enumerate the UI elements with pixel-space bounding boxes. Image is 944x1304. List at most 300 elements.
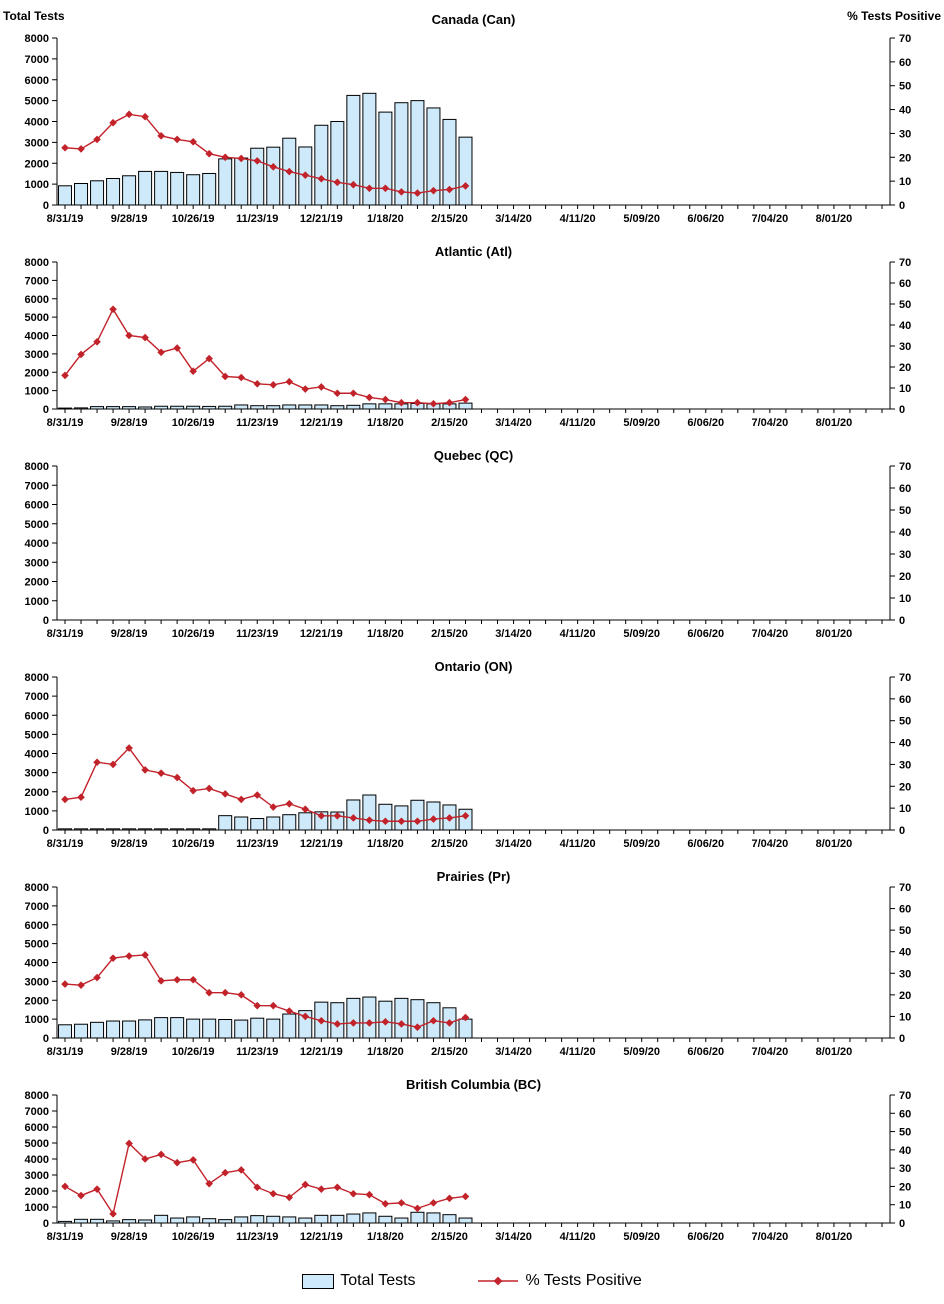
x-tick-label: 1/18/20 <box>367 628 404 640</box>
y-right-tick-label: 20 <box>899 571 912 583</box>
x-tick-label: 6/06/20 <box>687 417 725 429</box>
x-tick-label: 9/28/19 <box>110 1046 148 1058</box>
x-tick-label: 11/23/19 <box>236 628 279 640</box>
y-left-tick-label: 2000 <box>24 1186 49 1198</box>
bar <box>219 816 232 830</box>
y-left-tick-label: 1000 <box>24 385 49 398</box>
bar <box>251 148 264 205</box>
x-tick-label: 4/11/20 <box>559 628 596 640</box>
x-tick-label: 3/14/20 <box>495 1046 532 1058</box>
y-right-tick-label: 50 <box>899 299 912 311</box>
chart-canada-can <box>0 0 944 236</box>
bar <box>331 1215 344 1223</box>
diamond-marker-icon <box>350 389 358 397</box>
bar <box>75 408 88 409</box>
diamond-marker-icon <box>141 951 149 959</box>
bar <box>139 171 152 205</box>
diamond-marker-icon <box>301 805 309 813</box>
diamond-marker-icon <box>285 378 293 386</box>
bar <box>235 158 248 205</box>
y-right-tick-label: 0 <box>899 1218 906 1230</box>
x-tick-label: 4/11/20 <box>559 417 596 429</box>
x-tick-label: 2/15/20 <box>431 838 468 850</box>
bar <box>267 1019 280 1038</box>
y-left-tick-label: 8000 <box>24 257 49 269</box>
diamond-marker-icon <box>221 790 229 798</box>
x-tick-label: 12/21/19 <box>299 417 343 429</box>
x-tick-label: 5/09/20 <box>623 628 661 640</box>
diamond-marker-icon <box>93 1185 101 1193</box>
bar <box>59 829 72 830</box>
bar <box>187 406 200 409</box>
x-tick-label: 8/01/20 <box>815 838 853 850</box>
diamond-marker-icon <box>366 394 374 402</box>
x-tick-label: 7/04/20 <box>751 417 789 429</box>
x-tick-label: 9/28/19 <box>110 417 148 429</box>
y-right-tick-label: 70 <box>899 33 912 45</box>
bar <box>139 1020 152 1038</box>
x-tick-label: 12/21/19 <box>299 628 343 640</box>
y-right-tick-label: 50 <box>899 715 912 728</box>
diamond-marker-icon <box>125 952 133 960</box>
diamond-marker-icon <box>157 977 165 985</box>
x-tick-label: 7/04/20 <box>751 1046 789 1058</box>
x-tick-label: 3/14/20 <box>495 1231 532 1243</box>
x-tick-label: 1/18/20 <box>367 417 404 429</box>
x-tick-label: 11/23/19 <box>236 213 279 225</box>
diamond-marker-icon <box>157 769 165 777</box>
y-right-tick-label: 10 <box>899 1011 912 1024</box>
bar <box>363 795 376 830</box>
bar <box>123 1021 136 1038</box>
x-tick-label: 10/26/19 <box>171 838 215 850</box>
y-left-tick-label: 7000 <box>24 691 49 704</box>
x-tick-label: 9/28/19 <box>110 838 148 850</box>
bar <box>363 997 376 1038</box>
bar <box>299 1218 312 1223</box>
diamond-marker-icon <box>93 758 101 766</box>
bar <box>235 405 248 409</box>
x-tick-label: 10/26/19 <box>171 1231 215 1243</box>
bar <box>235 1020 248 1038</box>
bar <box>91 181 104 205</box>
y-right-tick-label: 30 <box>899 968 912 981</box>
legend-item-pct-positive <box>476 1273 642 1289</box>
y-left-tick-label: 5000 <box>24 1138 49 1150</box>
y-right-tick-label: 70 <box>899 1090 912 1102</box>
y-right-tick-label: 0 <box>899 1033 906 1045</box>
total-tests-bars <box>59 403 472 409</box>
bar <box>123 407 136 409</box>
x-tick-label: 5/09/20 <box>623 417 661 429</box>
x-tick-label: 12/21/19 <box>299 1231 343 1243</box>
diamond-marker-icon <box>237 796 245 804</box>
chart-prairies-pr <box>0 861 944 1069</box>
y-left-tick-label: 1000 <box>24 805 49 818</box>
x-tick-label: 6/06/20 <box>687 1231 725 1243</box>
y-left-tick-label: 0 <box>42 200 49 212</box>
chart-quebec-qc <box>0 440 944 651</box>
y-right-tick-label: 60 <box>899 56 912 69</box>
diamond-marker-icon <box>61 980 69 988</box>
y-right-tick-label: 20 <box>899 362 912 374</box>
x-tick-label: 3/14/20 <box>495 213 532 225</box>
x-tick-label: 10/26/19 <box>171 1046 215 1058</box>
y-right-tick-label: 30 <box>899 1163 912 1176</box>
chart-atlantic-atl-plot <box>0 236 944 435</box>
y-right-tick-label: 10 <box>899 1199 912 1212</box>
chart-title: British Columbia (BC) <box>405 1077 542 1092</box>
diamond-marker-icon <box>366 1191 374 1199</box>
x-tick-label: 8/31/19 <box>46 417 84 429</box>
diamond-marker-icon <box>61 1183 69 1191</box>
chart-prairies-pr-plot <box>0 861 944 1064</box>
y-right-tick-label: 70 <box>899 882 912 894</box>
y-left-tick-label: 8000 <box>24 882 49 894</box>
x-tick-label: 3/14/20 <box>495 417 532 429</box>
x-tick-label: 6/06/20 <box>687 213 725 225</box>
axes <box>52 262 895 413</box>
x-tick-label: 8/01/20 <box>815 628 853 640</box>
bar <box>107 178 120 205</box>
bar <box>155 1215 168 1223</box>
diamond-marker-icon <box>382 1200 390 1208</box>
x-tick-label: 12/21/19 <box>299 838 343 850</box>
chart-ontario-on-plot <box>0 651 944 856</box>
bar <box>219 1220 232 1223</box>
y-left-tick-label: 1000 <box>24 1202 49 1214</box>
diamond-marker-icon <box>253 380 261 388</box>
y-left-tick-label: 7000 <box>24 1106 49 1118</box>
x-tick-label: 5/09/20 <box>623 1231 661 1243</box>
diamond-marker-icon <box>237 374 245 382</box>
y-right-tick-label: 30 <box>899 759 912 772</box>
diamond-marker-icon <box>77 1192 85 1200</box>
y-left-tick-label: 2000 <box>24 995 49 1008</box>
chart-canada-can-plot <box>0 0 944 231</box>
diamond-marker-icon <box>61 796 69 804</box>
bar <box>283 405 296 409</box>
y-left-tick-label: 0 <box>42 1218 49 1230</box>
y-left-tick-label: 2000 <box>24 786 49 799</box>
x-tick-label: 8/01/20 <box>815 417 853 429</box>
bar <box>59 186 72 205</box>
y-right-tick-label: 0 <box>899 200 906 212</box>
x-tick-label: 11/23/19 <box>236 1046 279 1058</box>
y-right-tick-label: 60 <box>899 903 912 916</box>
y-left-tick-label: 6000 <box>24 710 49 723</box>
y-left-tick-label: 4000 <box>24 330 49 343</box>
bar <box>315 1215 328 1223</box>
diamond-marker-icon <box>173 136 181 144</box>
y-left-tick-label: 1000 <box>24 179 49 192</box>
bar <box>107 1021 120 1038</box>
x-tick-label: 8/01/20 <box>815 1046 853 1058</box>
bar <box>267 147 280 205</box>
axes <box>52 677 895 834</box>
y-right-tick-label: 70 <box>899 672 912 684</box>
bar <box>283 1014 296 1038</box>
bar <box>75 1219 88 1223</box>
x-tick-label: 4/11/20 <box>559 1046 596 1058</box>
x-tick-label: 7/04/20 <box>751 838 789 850</box>
bar <box>107 407 120 409</box>
bar <box>459 1019 472 1038</box>
pct-positive-line <box>65 309 465 404</box>
y-left-tick-label: 1000 <box>24 595 49 608</box>
diamond-marker-icon <box>77 981 85 989</box>
chart-title: Ontario (ON) <box>434 659 513 674</box>
y-left-tick-label: 3000 <box>24 348 49 361</box>
total-tests-bars <box>59 997 472 1038</box>
bar <box>235 1217 248 1223</box>
chart-title: Prairies (Pr) <box>436 869 511 884</box>
bar <box>347 95 360 205</box>
y-left-tick-label: 3000 <box>24 767 49 780</box>
x-tick-label: 7/04/20 <box>751 213 789 225</box>
right-axis-header: % Tests Positive <box>847 9 941 23</box>
bar <box>251 1216 264 1223</box>
y-left-tick-label: 0 <box>42 1033 49 1045</box>
bar <box>107 829 120 830</box>
y-left-tick-label: 6000 <box>24 919 49 932</box>
y-left-tick-label: 7000 <box>24 480 49 493</box>
total-tests-bars <box>59 1212 472 1223</box>
diamond-marker-icon <box>77 145 85 153</box>
y-left-tick-label: 6000 <box>24 74 49 87</box>
diamond-marker-icon <box>414 1205 422 1213</box>
diamond-marker-icon <box>301 385 309 393</box>
x-tick-label: 1/18/20 <box>367 213 404 225</box>
bar <box>59 1025 72 1038</box>
axes <box>52 466 895 624</box>
x-tick-label: 3/14/20 <box>495 628 532 640</box>
x-tick-label: 8/01/20 <box>815 1231 853 1243</box>
diamond-marker-icon <box>205 785 213 793</box>
x-tick-label: 9/28/19 <box>110 628 148 640</box>
diamond-marker-icon <box>109 305 117 313</box>
y-left-tick-label: 4000 <box>24 538 49 550</box>
x-tick-label: 2/15/20 <box>431 628 468 640</box>
y-left-tick-label: 7000 <box>24 900 49 913</box>
x-tick-label: 10/26/19 <box>171 417 215 429</box>
y-right-tick-label: 20 <box>899 152 912 165</box>
bar <box>267 406 280 409</box>
y-right-tick-label: 30 <box>899 128 912 141</box>
y-left-tick-label: 7000 <box>24 53 49 66</box>
x-tick-label: 12/21/19 <box>299 1046 343 1058</box>
x-tick-label: 9/28/19 <box>110 213 148 225</box>
x-tick-label: 8/31/19 <box>46 628 84 640</box>
bar <box>171 829 184 830</box>
y-right-tick-label: 10 <box>899 176 912 189</box>
x-tick-label: 8/31/19 <box>46 213 84 225</box>
diamond-marker-icon <box>173 976 181 984</box>
y-left-tick-label: 4000 <box>24 116 49 129</box>
diamond-marker-icon <box>61 144 69 152</box>
bar <box>155 829 168 830</box>
bar <box>251 406 264 409</box>
diamond-marker-icon <box>125 111 133 119</box>
y-right-tick-label: 20 <box>899 1181 912 1194</box>
bar <box>443 1215 456 1223</box>
bar <box>171 1018 184 1038</box>
y-left-tick-label: 3000 <box>24 976 49 989</box>
bar <box>395 1218 408 1223</box>
diamond-marker-icon <box>334 389 342 397</box>
x-tick-label: 5/09/20 <box>623 213 661 225</box>
bar <box>363 1213 376 1223</box>
diamond-marker-icon <box>77 793 85 801</box>
bar <box>155 406 168 409</box>
y-left-tick-label: 8000 <box>24 461 49 473</box>
bar <box>171 406 184 409</box>
diamond-marker-icon <box>430 1199 438 1207</box>
legend-total-tests-label: Total Tests <box>340 1272 416 1289</box>
x-tick-label: 6/06/20 <box>687 838 725 850</box>
bar <box>347 998 360 1038</box>
bar <box>187 1019 200 1038</box>
diamond-marker-icon <box>253 1002 261 1010</box>
diamond-marker-icon <box>157 1151 165 1159</box>
x-tick-label: 4/11/20 <box>559 838 596 850</box>
x-tick-label: 1/18/20 <box>367 1231 404 1243</box>
y-right-tick-label: 0 <box>899 404 906 416</box>
y-left-tick-label: 5000 <box>24 95 49 108</box>
bar <box>139 829 152 830</box>
bar <box>379 404 392 409</box>
x-tick-label: 8/01/20 <box>815 213 853 225</box>
y-right-tick-label: 0 <box>899 615 906 627</box>
diamond-marker-icon <box>269 1190 277 1198</box>
y-right-tick-label: 0 <box>899 825 906 837</box>
y-right-tick-label: 50 <box>899 925 912 938</box>
bar <box>75 829 88 830</box>
x-tick-label: 8/31/19 <box>46 1046 84 1058</box>
bar <box>155 1018 168 1038</box>
x-tick-label: 10/26/19 <box>171 213 215 225</box>
y-right-tick-label: 10 <box>899 593 912 605</box>
bar <box>203 1219 216 1223</box>
diamond-marker-icon <box>462 396 470 404</box>
bar <box>395 998 408 1038</box>
y-left-tick-label: 8000 <box>24 33 49 45</box>
bar <box>299 405 312 409</box>
bar <box>219 1020 232 1038</box>
bar <box>347 405 360 409</box>
y-right-tick-label: 40 <box>899 737 912 750</box>
y-left-tick-label: 5000 <box>24 518 49 531</box>
diamond-marker-icon <box>398 1199 406 1207</box>
chart-title: Quebec (QC) <box>433 448 514 463</box>
bar <box>91 1219 104 1223</box>
bar <box>59 408 72 409</box>
y-left-tick-label: 2000 <box>24 576 49 589</box>
chart-title: Atlantic (Atl) <box>434 244 513 259</box>
bar <box>139 1220 152 1223</box>
diamond-marker-icon <box>462 1193 470 1201</box>
bar <box>267 1216 280 1223</box>
pct-positive-line <box>65 1143 465 1213</box>
y-right-tick-label: 50 <box>899 1126 912 1139</box>
bar <box>123 1220 136 1223</box>
y-right-tick-label: 40 <box>899 1144 912 1157</box>
y-left-tick-label: 6000 <box>24 1122 49 1134</box>
pct-positive-markers <box>61 305 469 407</box>
bar <box>283 815 296 830</box>
bar <box>283 1217 296 1223</box>
y-left-tick-label: 0 <box>42 615 49 627</box>
bar <box>91 407 104 409</box>
diamond-marker-icon <box>318 383 326 391</box>
bar <box>171 1218 184 1223</box>
diamond-marker-icon <box>189 1156 197 1164</box>
y-right-tick-label: 10 <box>899 803 912 816</box>
y-left-tick-label: 7000 <box>24 275 49 288</box>
y-right-tick-label: 60 <box>899 278 912 290</box>
bar <box>411 1000 424 1038</box>
bar <box>219 159 232 205</box>
y-right-tick-label: 40 <box>899 320 912 332</box>
y-left-tick-label: 3000 <box>24 137 49 150</box>
diamond-marker-icon <box>269 381 277 389</box>
x-tick-label: 4/11/20 <box>559 213 596 225</box>
total-tests-bars <box>59 93 472 205</box>
y-right-tick-label: 30 <box>899 549 912 561</box>
x-tick-label: 5/09/20 <box>623 1046 661 1058</box>
left-axis-header: Total Tests <box>3 9 65 23</box>
bar <box>251 819 264 830</box>
bar <box>123 176 136 205</box>
bar <box>59 1221 72 1223</box>
y-left-tick-label: 1000 <box>24 1014 49 1027</box>
diamond-marker-icon <box>285 800 293 808</box>
bar <box>155 171 168 205</box>
x-tick-label: 8/31/19 <box>46 1231 84 1243</box>
legend <box>0 1258 944 1304</box>
x-tick-label: 6/06/20 <box>687 628 725 640</box>
bar <box>459 137 472 205</box>
x-tick-label: 9/28/19 <box>110 1231 148 1243</box>
bar <box>107 1221 120 1223</box>
bar <box>251 1018 264 1038</box>
bar <box>363 404 376 409</box>
bar <box>235 817 248 830</box>
x-tick-label: 2/15/20 <box>431 1046 468 1058</box>
x-tick-label: 6/06/20 <box>687 1046 725 1058</box>
y-left-tick-label: 2000 <box>24 367 49 380</box>
pct-positive-markers <box>61 1140 469 1218</box>
y-right-tick-label: 20 <box>899 781 912 794</box>
bar <box>91 1022 104 1038</box>
bar <box>171 172 184 205</box>
y-left-tick-label: 6000 <box>24 499 49 512</box>
y-left-tick-label: 8000 <box>24 1090 49 1102</box>
diamond-marker-icon <box>221 989 229 997</box>
x-tick-label: 11/23/19 <box>236 838 279 850</box>
diamond-marker-icon <box>350 1190 358 1198</box>
y-left-tick-label: 0 <box>42 825 49 837</box>
diamond-marker-icon <box>125 332 133 340</box>
bar <box>315 125 328 205</box>
y-right-tick-label: 60 <box>899 1108 912 1121</box>
x-tick-label: 11/23/19 <box>236 417 279 429</box>
diamond-marker-icon <box>318 1185 326 1193</box>
bar <box>427 1213 440 1223</box>
bar <box>411 1212 424 1223</box>
y-left-tick-label: 8000 <box>24 672 49 684</box>
y-left-tick-label: 6000 <box>24 293 49 306</box>
